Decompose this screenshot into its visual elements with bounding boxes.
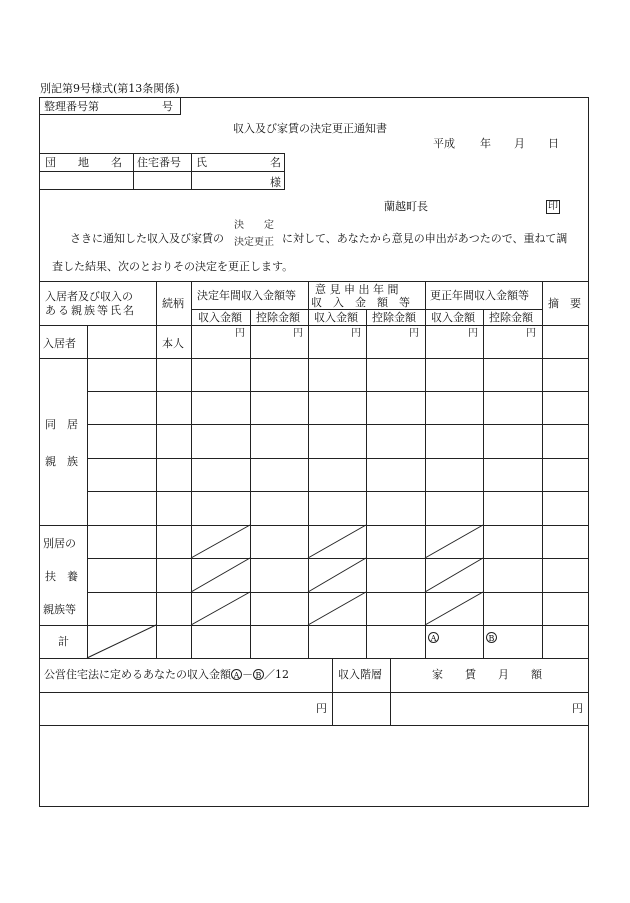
yen-3: 円 bbox=[351, 328, 361, 339]
row-label-doukyo-1: 同 居 bbox=[45, 418, 78, 431]
diag-bekkyo3-c3 bbox=[425, 592, 483, 625]
date-era: 平成 bbox=[433, 137, 455, 150]
yen-5: 円 bbox=[468, 328, 478, 339]
date-year[interactable]: 年 bbox=[480, 137, 491, 150]
date-day[interactable]: 日 bbox=[548, 137, 559, 150]
body-stack-bottom: 決定更正 bbox=[234, 237, 274, 248]
bottom-yen-1: 円 bbox=[316, 702, 327, 715]
body-line1-pre: さきに通知した収入及び家賃の bbox=[70, 232, 224, 245]
header-corrected-income: 更正年間収入金額等 bbox=[430, 289, 529, 302]
form-reference: 別記第9号様式(第13条関係) bbox=[40, 82, 180, 95]
circled-b: B bbox=[486, 632, 497, 643]
row-label-doukyo-2: 親 族 bbox=[45, 455, 78, 468]
row-label-total: 計 bbox=[58, 635, 69, 648]
diag-total-name bbox=[87, 625, 156, 658]
bottom-circled-a: A bbox=[231, 669, 242, 680]
row-label-bekkyo-3: 親族等 bbox=[43, 603, 76, 616]
name-label-shi: 氏 bbox=[196, 156, 207, 169]
header-decided-income: 決定年間収入金額等 bbox=[197, 289, 296, 302]
header-name-line2: ある親族等氏名 bbox=[45, 304, 136, 317]
bottom-col-1 bbox=[332, 658, 333, 725]
bottom-income-label bbox=[44, 669, 289, 680]
row-label-bekkyo-2: 扶 養 bbox=[45, 570, 78, 583]
header-objection-income-line1: 意 見 申 出 年 間 bbox=[315, 283, 399, 296]
body-line1-post: に対して、あなたから意見の申出があつたので、重ねて調 bbox=[282, 232, 568, 245]
header-objection-income-line2: 収 入 金 額 等 bbox=[311, 296, 410, 309]
header-remarks: 摘 要 bbox=[548, 297, 581, 310]
yen-4: 円 bbox=[409, 328, 419, 339]
row-label-honnin: 本人 bbox=[162, 337, 184, 350]
reference-number-suffix[interactable]: 号 bbox=[162, 100, 173, 113]
diag-bekkyo3-c2 bbox=[308, 592, 366, 625]
bottom-yen-2: 円 bbox=[572, 702, 583, 715]
circled-a: A bbox=[428, 632, 439, 643]
diag-bekkyo2-c2 bbox=[308, 558, 366, 592]
bottom-income-label-text: 公営住宅法に定めるあなたの収入金額 bbox=[44, 668, 231, 681]
reference-number-label: 整理番号第 bbox=[44, 100, 99, 113]
danchi-label: 団 地 名 bbox=[45, 156, 122, 169]
bottom-table-mid bbox=[39, 692, 589, 693]
diag-bekkyo1-c2 bbox=[308, 525, 366, 558]
diag-bekkyo2-c3 bbox=[425, 558, 483, 592]
rent-monthly-label: 家 賃 月 額 bbox=[432, 668, 542, 681]
jutaku-number-label: 住宅番号 bbox=[137, 156, 181, 169]
seal-mark: 印 bbox=[548, 201, 558, 212]
header-name-line1: 入居者及び収入の bbox=[45, 290, 133, 303]
bottom-formula-minus: － bbox=[242, 668, 253, 681]
sub-deduction-2: 控除金額 bbox=[372, 311, 416, 324]
bottom-circled-b: B bbox=[253, 669, 264, 680]
diag-bekkyo3-c1 bbox=[191, 592, 250, 625]
date-month[interactable]: 月 bbox=[514, 137, 525, 150]
sama-label: 様 bbox=[270, 176, 281, 189]
body-line2: 査した結果、次のとおりその決定を更正します。 bbox=[52, 260, 294, 273]
sub-deduction-1: 控除金額 bbox=[256, 311, 300, 324]
sub-income-1: 収入金額 bbox=[198, 311, 242, 324]
name-label-mei: 名 bbox=[270, 156, 281, 169]
yen-6: 円 bbox=[526, 328, 536, 339]
diag-bekkyo2-c1 bbox=[191, 558, 250, 592]
issuer-name: 蘭越町長 bbox=[384, 200, 428, 213]
sub-income-2: 収入金額 bbox=[314, 311, 358, 324]
sub-deduction-3: 控除金額 bbox=[489, 311, 533, 324]
bottom-table-bottom bbox=[39, 725, 589, 726]
document-title: 収入及び家賃の決定更正通知書 bbox=[233, 122, 387, 135]
row-label-nyukyosha: 入居者 bbox=[43, 337, 76, 350]
bottom-formula-div: ／12 bbox=[264, 668, 289, 681]
header-relation: 続柄 bbox=[162, 297, 184, 310]
income-level-label: 収入階層 bbox=[338, 668, 382, 681]
diag-bekkyo1-c1 bbox=[191, 525, 250, 558]
sub-income-3: 収入金額 bbox=[431, 311, 475, 324]
diag-bekkyo1-c3 bbox=[425, 525, 483, 558]
bottom-col-2 bbox=[390, 658, 391, 725]
body-stack-top: 決 定 bbox=[234, 220, 274, 231]
yen-1: 円 bbox=[235, 328, 245, 339]
yen-2: 円 bbox=[293, 328, 303, 339]
row-label-bekkyo-1: 別居の bbox=[43, 537, 76, 550]
